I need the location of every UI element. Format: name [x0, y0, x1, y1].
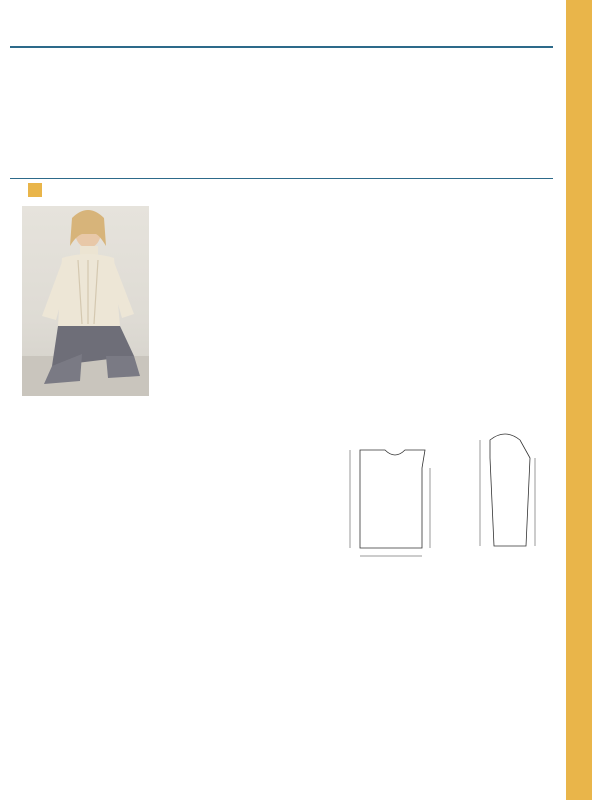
- model-photo: [22, 206, 149, 396]
- model-illustration: [22, 206, 149, 396]
- section-rule: [10, 178, 553, 179]
- side-band: [566, 0, 592, 800]
- section-number: [28, 183, 42, 197]
- knitting-chart: [22, 541, 286, 777]
- pattern-diagrams: [330, 428, 550, 578]
- knitting-chart-grid: [22, 541, 286, 777]
- header-rule: [10, 46, 553, 48]
